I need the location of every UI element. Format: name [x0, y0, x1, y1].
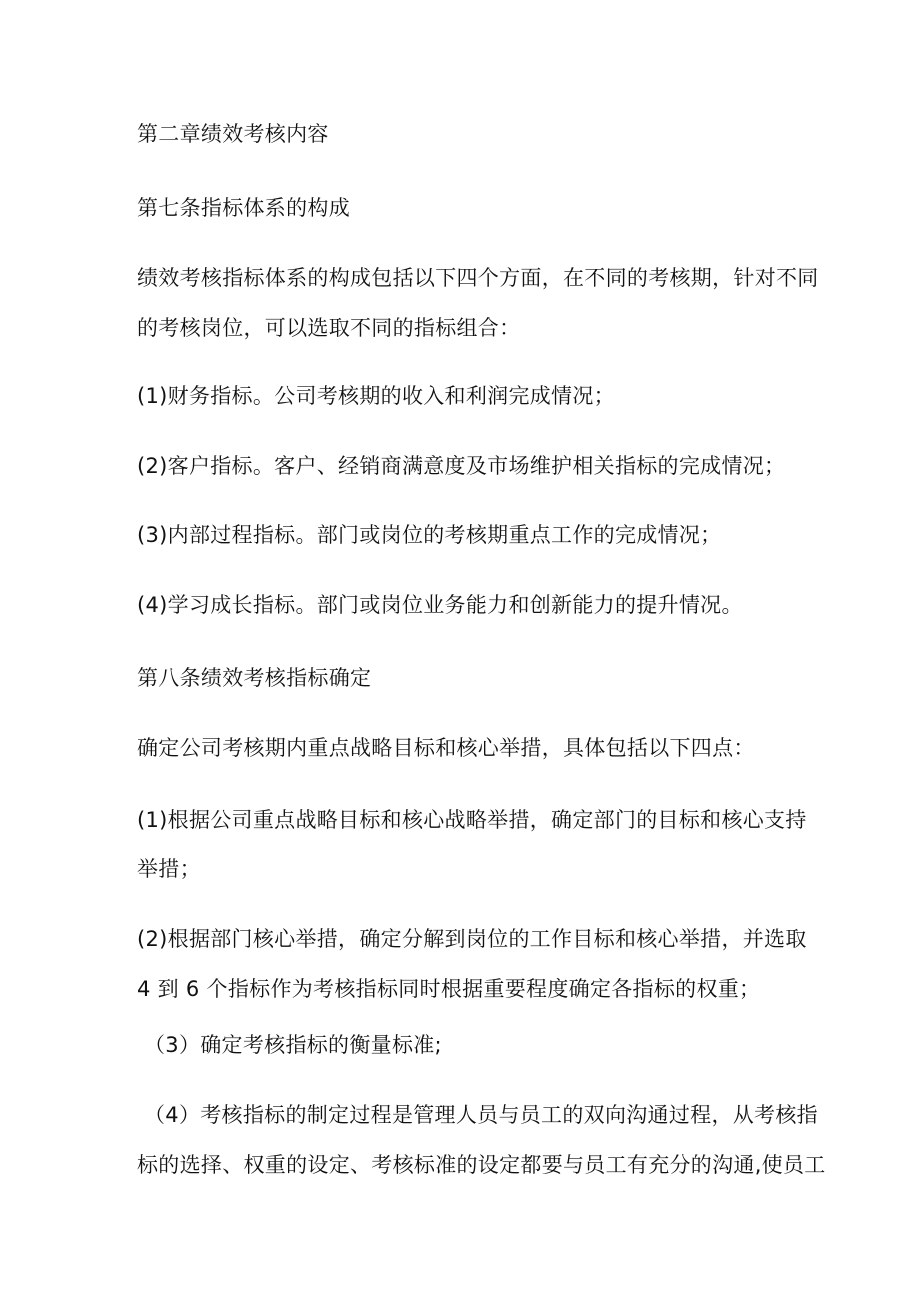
article7-intro-line2: 的考核岗位，可以选取不同的指标组合：	[137, 316, 521, 340]
article7-intro-line1: 绩效考核指标体系的构成包括以下四个方面，在不同的考核期，针对不同	[137, 266, 819, 290]
article7-item-4: (4)学习成长指标。部门或岗位业务能力和创新能力的提升情况。	[137, 593, 743, 617]
article8-intro: 确定公司考核期内重点战略目标和核心举措，具体包括以下四点：	[137, 736, 755, 760]
article8-item3: （3）确定考核指标的衡量标准;	[144, 1033, 442, 1057]
article7-item-2: (2)客户指标。客户、经销商满意度及市场维护相关指标的完成情况；	[137, 454, 786, 478]
article8-item4-line2: 标的选择、权重的设定、考核标准的设定都要与员工有充分的沟通,使员工	[137, 1153, 826, 1177]
chapter-title: 第二章绩效考核内容	[137, 122, 329, 146]
article8-heading: 第八条绩效考核指标确定	[137, 666, 372, 690]
article8-item4-line1: （4）考核指标的制定过程是管理人员与员工的双向沟通过程，从考核指	[144, 1103, 818, 1127]
article8-item2-line2: 4 到 6 个指标作为考核指标同时根据重要程度确定各指标的权重；	[137, 977, 761, 1001]
article7-item-1: (1)财务指标。公司考核期的收入和利润完成情况；	[137, 384, 615, 408]
article7-item-3: (3)内部过程指标。部门或岗位的考核期重点工作的完成情况；	[137, 523, 722, 547]
article7-heading: 第七条指标体系的构成	[137, 196, 350, 220]
article8-item2-line1: (2)根据部门核心举措，确定分解到岗位的工作目标和核心举措，并选取	[137, 927, 807, 951]
article8-item1-line1: (1)根据公司重点战略目标和核心战略举措，确定部门的目标和核心支持	[137, 808, 807, 832]
article8-item1-line2: 举措；	[137, 857, 201, 881]
